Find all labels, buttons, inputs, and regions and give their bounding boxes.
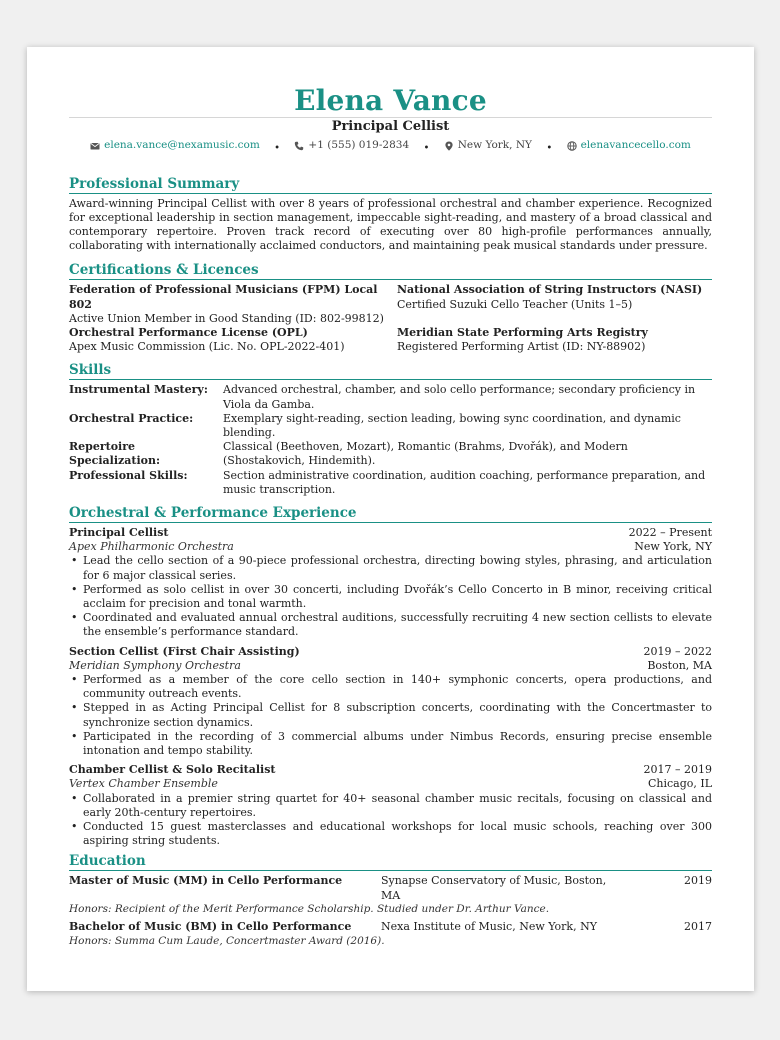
job-bullet: • Conducted 15 guest masterclasses and educational workshops for local music schools, reaching over 300 aspiring string students. bbox=[69, 820, 712, 848]
email-link[interactable]: elena.vance@nexamusic.com bbox=[104, 139, 260, 151]
contact-bar bbox=[69, 138, 712, 156]
certifications-grid bbox=[69, 283, 712, 354]
skill-value: Advanced orchestral, chamber, and solo cello performance; secondary proficiency in Viola da Gamba. bbox=[223, 383, 696, 411]
education-heading: Education bbox=[69, 853, 712, 871]
degree-name: Master of Music (MM) in Cello Performance bbox=[69, 874, 343, 888]
experience-heading: Orchestral & Performance Experience bbox=[69, 505, 712, 523]
skill-row bbox=[69, 412, 712, 440]
contact-website[interactable] bbox=[567, 138, 691, 153]
certification-detail: Apex Music Commission (Lic. No. OPL-2022-401) bbox=[69, 340, 345, 354]
job-bullet: • Participated in the recording of 3 commercial albums under Nimbus Records, ensuring precise ensemble intonation and tempo stability. bbox=[69, 730, 712, 758]
globe-icon bbox=[567, 141, 577, 151]
phone-number: +1 (555) 019-2834 bbox=[308, 139, 410, 151]
certification-detail: Active Union Member in Good Standing (ID: 802-99812) bbox=[69, 311, 384, 325]
certification-name: Meridian State Performing Arts Registry bbox=[397, 325, 648, 339]
school-name: Nexa Institute of Music, New York, NY bbox=[381, 920, 597, 934]
job-dates: 2022 – Present bbox=[628, 525, 712, 539]
job-bullet: • Stepped in as Acting Principal Cellist for 8 subscription concerts, coordinating with the Concertmaster to synchronize section dynamics. bbox=[69, 701, 712, 729]
job-bullets bbox=[69, 792, 712, 849]
candidate-title: Principal Cellist bbox=[331, 119, 450, 134]
job-organization: Apex Philharmonic Orchestra bbox=[69, 540, 234, 554]
certifications-heading: Certifications & Licences bbox=[69, 262, 712, 280]
contact-separator: • bbox=[423, 142, 430, 154]
certification-item bbox=[69, 326, 397, 354]
education-row bbox=[69, 920, 712, 934]
job-location: Boston, MA bbox=[647, 658, 712, 672]
website-link[interactable]: elenavancecello.com bbox=[580, 139, 691, 151]
certification-detail: Certified Suzuki Cello Teacher (Units 1–5) bbox=[397, 297, 633, 311]
graduation-year: 2017 bbox=[684, 920, 712, 934]
job-subheader bbox=[69, 659, 712, 673]
skill-value: Section administrative coordination, audition coaching, performance preparation, and music transcription. bbox=[223, 468, 706, 496]
contact-separator: • bbox=[274, 142, 281, 154]
certification-item bbox=[69, 283, 397, 326]
job-header bbox=[69, 645, 712, 659]
skill-value: Classical (Beethoven, Mozart), Romantic (Brahms, Dvořák), and Modern (Shostakovich, Hindemith). bbox=[223, 440, 628, 468]
job-entry bbox=[69, 526, 712, 640]
job-header bbox=[69, 526, 712, 540]
phone-icon bbox=[294, 141, 304, 151]
experience-section bbox=[69, 505, 712, 848]
job-subheader bbox=[69, 777, 712, 791]
education-honors: Honors: Recipient of the Merit Performance Scholarship. Studied under Dr. Arthur Vance. bbox=[69, 902, 550, 915]
job-location: New York, NY bbox=[634, 540, 712, 554]
location-text: New York, NY bbox=[457, 139, 532, 151]
summary-text: Award-winning Principal Cellist with over 8 years of professional orchestral and chamber experience. Recognized for exceptional leadership in section management, impeccable sight-reading, and mastery of a broad classical and contemporary repertoire. Proven track record of executing over 80 high-profile performances annually, collaborating with internationally acclaimed conductors, and maintaining peak musical standards under pressure. bbox=[69, 196, 712, 253]
skills-heading: Skills bbox=[69, 362, 712, 380]
job-bullets bbox=[69, 554, 712, 639]
certification-item bbox=[397, 283, 712, 326]
skill-key: Professional Skills: bbox=[69, 468, 188, 482]
degree-name: Bachelor of Music (BM) in Cello Performance bbox=[69, 920, 352, 934]
certification-detail: Registered Performing Artist (ID: NY-88902) bbox=[397, 340, 646, 354]
contact-location bbox=[444, 138, 532, 153]
skills-section bbox=[69, 362, 712, 497]
skill-value: Exemplary sight-reading, section leading, bowing sync coordination, and dynamic blending. bbox=[223, 411, 681, 439]
job-bullet: • Coordinated and evaluated annual orchestral auditions, successfully recruiting 4 new section cellists to elevate the ensemble’s performance standard. bbox=[69, 611, 712, 639]
job-subheader bbox=[69, 540, 712, 554]
job-title: Principal Cellist bbox=[69, 525, 169, 539]
skill-row bbox=[69, 383, 712, 411]
job-bullet: • Performed as solo cellist in over 30 concerti, including Dvořák’s Cello Concerto in B minor, receiving critical acclaim for precision and tonal warmth. bbox=[69, 583, 712, 611]
summary-heading: Professional Summary bbox=[69, 176, 712, 194]
contact-email[interactable] bbox=[90, 138, 260, 153]
education-honors: Honors: Summa Cum Laude, Concertmaster Award (2016). bbox=[69, 934, 385, 947]
job-title: Chamber Cellist & Solo Recitalist bbox=[69, 763, 276, 777]
skill-key: Instrumental Mastery: bbox=[69, 383, 208, 397]
education-section bbox=[69, 853, 712, 948]
skill-key: Repertoire Specialization: bbox=[69, 440, 161, 468]
job-entry bbox=[69, 645, 712, 759]
contact-separator: • bbox=[546, 142, 553, 154]
graduation-year: 2019 bbox=[684, 874, 712, 888]
job-entry bbox=[69, 763, 712, 848]
job-bullet: • Performed as a member of the core cello section in 140+ symphonic concerts, opera productions, and community outreach events. bbox=[69, 673, 712, 701]
resume-page bbox=[27, 47, 754, 991]
contact-phone bbox=[294, 138, 409, 153]
job-organization: Meridian Symphony Orchestra bbox=[69, 658, 241, 672]
job-location: Chicago, IL bbox=[647, 777, 712, 791]
certification-name: Federation of Professional Musicians (FPM) Local 802 bbox=[69, 283, 378, 311]
header-divider bbox=[69, 117, 712, 118]
skill-row bbox=[69, 469, 712, 497]
map-pin-icon bbox=[444, 141, 454, 151]
job-header bbox=[69, 763, 712, 777]
job-organization: Vertex Chamber Ensemble bbox=[69, 777, 218, 791]
job-dates: 2019 – 2022 bbox=[643, 644, 712, 658]
candidate-name: Elena Vance bbox=[294, 84, 487, 117]
job-bullet: • Collaborated in a premier string quartet for 40+ seasonal chamber music recitals, focusing on classical and early 20th-century repertoires. bbox=[69, 792, 712, 820]
envelope-icon bbox=[90, 141, 100, 151]
resume-content bbox=[69, 85, 712, 952]
school-name: Synapse Conservatory of Music, Boston, MA bbox=[381, 874, 607, 902]
job-dates: 2017 – 2019 bbox=[643, 763, 712, 777]
skill-key: Orchestral Practice: bbox=[69, 411, 194, 425]
job-bullet: • Lead the cello section of a 90-piece professional orchestra, directing bowing styles, phrasing, and articulation for 6 major classical series. bbox=[69, 554, 712, 582]
summary-section bbox=[69, 176, 712, 254]
job-title: Section Cellist (First Chair Assisting) bbox=[69, 644, 300, 658]
job-bullets bbox=[69, 673, 712, 758]
skill-row bbox=[69, 440, 712, 468]
certification-name: National Association of String Instructors (NASI) bbox=[397, 283, 703, 297]
certifications-section bbox=[69, 262, 712, 354]
education-row bbox=[69, 874, 712, 902]
certification-item bbox=[397, 326, 712, 354]
certification-name: Orchestral Performance License (OPL) bbox=[69, 325, 308, 339]
